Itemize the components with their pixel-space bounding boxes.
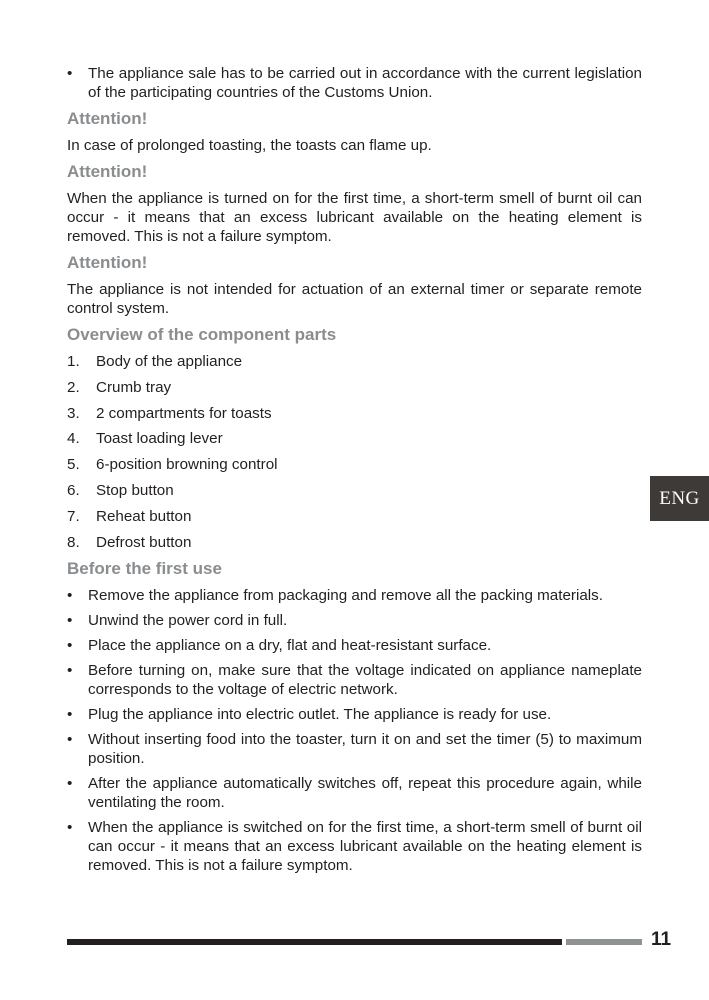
list-item <box>67 818 642 875</box>
item-number: 6. <box>67 481 80 499</box>
item-number: 5. <box>67 456 80 474</box>
item-text: Plug the appliance into electric outlet. The appliance is ready for use. <box>88 706 552 724</box>
footer-rule-light <box>566 939 642 945</box>
item-text: Without inserting food into the toaster, turn it on and set the timer (5) to maximum position. <box>88 731 642 768</box>
overview-list <box>67 352 642 552</box>
item-text: Defrost button <box>96 533 192 551</box>
item-text: After the appliance automatically switches off, repeat this procedure again, while ventilating the room. <box>88 775 642 812</box>
item-text: Unwind the power cord in full. <box>88 612 288 630</box>
list-item <box>67 774 642 812</box>
list-item <box>67 481 642 500</box>
list-item <box>67 661 642 699</box>
item-number: 1. <box>67 353 80 370</box>
bullet-mark: • <box>67 706 73 724</box>
list-item <box>67 429 642 448</box>
item-text: 6-position browning control <box>96 456 278 474</box>
footer-rule-dark <box>67 939 562 945</box>
list-item <box>67 455 642 474</box>
language-tab: ENG <box>650 476 709 521</box>
item-number: 3. <box>67 404 80 422</box>
item-number: 8. <box>67 533 80 551</box>
item-text: 2 compartments for toasts <box>96 404 272 422</box>
item-text: When the appliance is switched on for the first time, a short-term smell of burnt oil can occur - it means that an excess lubricant available on the heating element is removed. This is not a failure symptom. <box>88 819 642 875</box>
list-item <box>67 404 642 423</box>
page-number: 11 <box>651 929 672 950</box>
item-text: Place the appliance on a dry, flat and heat-resistant surface. <box>88 637 492 655</box>
list-item <box>67 352 642 371</box>
list-item <box>67 705 642 724</box>
item-number: 4. <box>67 430 80 448</box>
item-number: 7. <box>67 507 80 525</box>
attention-text-1: In case of prolonged toasting, the toasts can flame up. <box>67 137 432 154</box>
list-item <box>67 611 642 630</box>
item-text: Remove the appliance from packaging and remove all the packing materials. <box>88 587 603 605</box>
bullet-mark: • <box>67 662 73 680</box>
bullet-mark: • <box>67 775 73 793</box>
item-text: Crumb tray <box>96 378 172 396</box>
bullet-mark: • <box>67 65 73 82</box>
before-first-use-heading: Before the first use <box>67 559 222 579</box>
list-item <box>67 730 642 768</box>
bullet-mark: • <box>67 612 73 630</box>
bullet-mark: • <box>67 819 73 837</box>
item-text: Toast loading lever <box>96 430 223 448</box>
item-number: 2. <box>67 378 80 396</box>
bullet-mark: • <box>67 587 73 605</box>
attention-text-2: When the appliance is turned on for the first time, a short-term smell of burnt oil can occur - it means that an excess lubricant available on the heating element is removed. This is not a failure symptom. <box>67 190 642 245</box>
list-item <box>67 507 642 526</box>
before-first-use-list <box>67 586 642 875</box>
attention-heading-3: Attention! <box>67 253 148 272</box>
overview-heading: Overview of the component parts <box>67 325 337 344</box>
bullet-mark: • <box>67 731 73 749</box>
list-item <box>67 378 642 397</box>
attention-heading-1: Attention! <box>67 109 148 128</box>
attention-text-3: The appliance is not intended for actuation of an external timer or separate remote control system. <box>67 281 642 317</box>
attention-heading-2: Attention! <box>67 162 148 181</box>
page-content <box>67 64 642 881</box>
intro-bullet-text: The appliance sale has to be carried out in accordance with the current legislation of the participating countries of the Customs Union. <box>88 65 642 101</box>
item-text: Reheat button <box>96 507 192 525</box>
list-item <box>67 636 642 655</box>
intro-bullet <box>67 64 642 102</box>
item-text: Stop button <box>96 481 174 499</box>
list-item <box>67 586 642 605</box>
bullet-mark: • <box>67 637 73 655</box>
list-item <box>67 533 642 552</box>
item-text: Body of the appliance <box>96 353 243 370</box>
item-text: Before turning on, make sure that the voltage indicated on appliance nameplate corresponds to the voltage of electric network. <box>88 662 642 699</box>
